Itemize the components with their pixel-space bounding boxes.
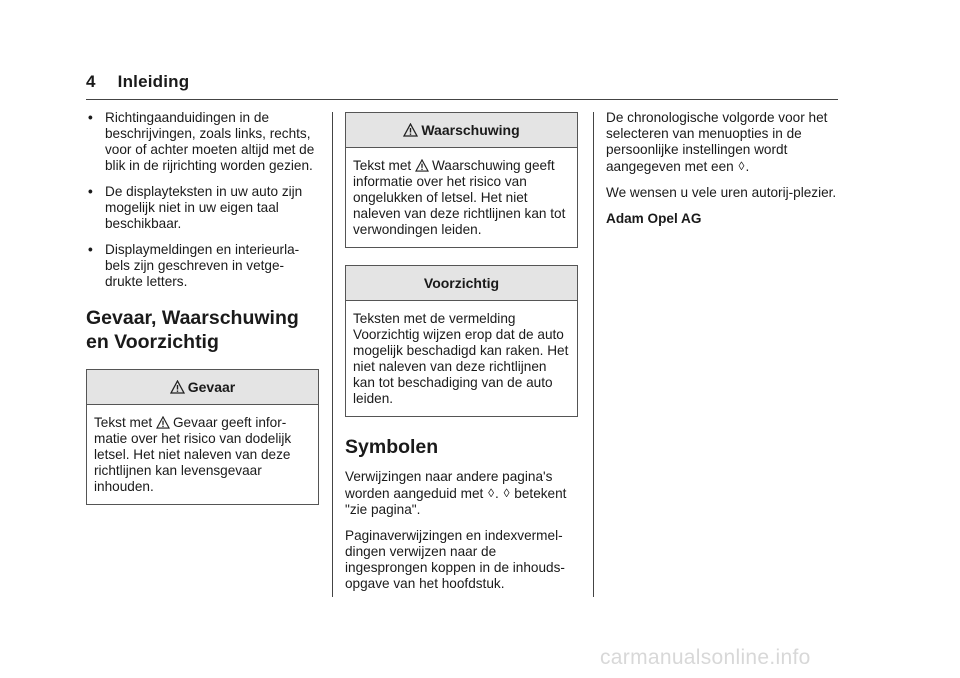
page-header xyxy=(86,72,189,92)
gevaar-box-body: Tekst met Gevaar geeft infor-matie over het risico van dodelijk letsel. Het niet naleven van deze richtlijnen kan levensgevaar inhouden. xyxy=(94,415,292,494)
waarschuwing-box-body: Tekst met Waarschuwing geeft informatie over het risico van ongelukken of letsel. Het niet naleven van deze richtlijnen kan tot verwondingen leiden. xyxy=(353,158,566,237)
list-item: • Richtingaanduidingen in de beschrijvingen, zoals links, rechts, voor of achter moeten altijd met de blik in de rijrichting worden gezien. xyxy=(88,110,315,173)
menu-order-icon: ◊ xyxy=(738,159,745,173)
column-divider-2 xyxy=(593,112,594,597)
symbolen-paragraph-2: Paginaverwijzingen en indexvermel-dingen verwijzen naar de ingesprongen koppen in de inhouds-opgave van het hoofdstuk. xyxy=(345,528,565,591)
voorzichtig-box xyxy=(345,265,578,417)
gevaar-box-header: Gevaar xyxy=(87,370,318,405)
page-reference-icon: ◊ xyxy=(503,486,510,500)
list-item: • De displayteksten in uw auto zijn mogelijk niet in uw eigen taal beschikbaar. xyxy=(88,184,303,231)
chapter-title: Inleiding xyxy=(117,72,190,91)
page-number: 4 xyxy=(86,72,96,91)
symbolen-paragraph-1: Verwijzingen naar andere pagina's worden aangeduid met ◊. ◊ betekent "zie pagina". xyxy=(345,469,567,517)
column-3 xyxy=(606,110,839,237)
column-2 xyxy=(345,112,578,602)
warning-triangle-icon xyxy=(156,416,170,429)
menu-order-paragraph: De chronologische volgorde voor het selecteren van menuopties in de persoonlijke instellingen wordt aangegeven met een ◊. xyxy=(606,110,828,174)
signature: Adam Opel AG xyxy=(606,211,702,226)
symbolen-heading: Symbolen xyxy=(345,436,439,458)
column-divider-1 xyxy=(332,112,333,597)
list-item: • Displaymeldingen en interieurla-bels zijn geschreven in vetge-drukte letters. xyxy=(88,242,300,289)
gevaar-box xyxy=(86,369,319,505)
waarschuwing-box-header: Waarschuwing xyxy=(346,113,577,148)
column-1 xyxy=(86,110,319,505)
header-rule xyxy=(86,99,838,100)
warning-triangle-icon xyxy=(170,380,185,394)
page-reference-icon: ◊ xyxy=(488,486,495,500)
voorzichtig-box-header: Voorzichtig xyxy=(346,266,577,301)
warning-triangle-icon xyxy=(403,123,418,137)
bullet-list xyxy=(86,110,319,290)
warning-triangle-icon xyxy=(415,159,429,172)
closing-paragraph: We wensen u vele uren autorij-plezier. xyxy=(606,185,837,200)
waarschuwing-box xyxy=(345,112,578,248)
voorzichtig-box-body: Teksten met de vermelding Voorzichtig wijzen erop dat de auto mogelijk beschadigd kan raken. Het niet naleven van deze richtlijnen kan tot beschadiging van de auto leiden. xyxy=(353,311,569,406)
section-heading: Gevaar, Waarschuwing en Voorzichtig xyxy=(86,307,299,353)
watermark: carmanualsonline.info xyxy=(600,646,811,669)
